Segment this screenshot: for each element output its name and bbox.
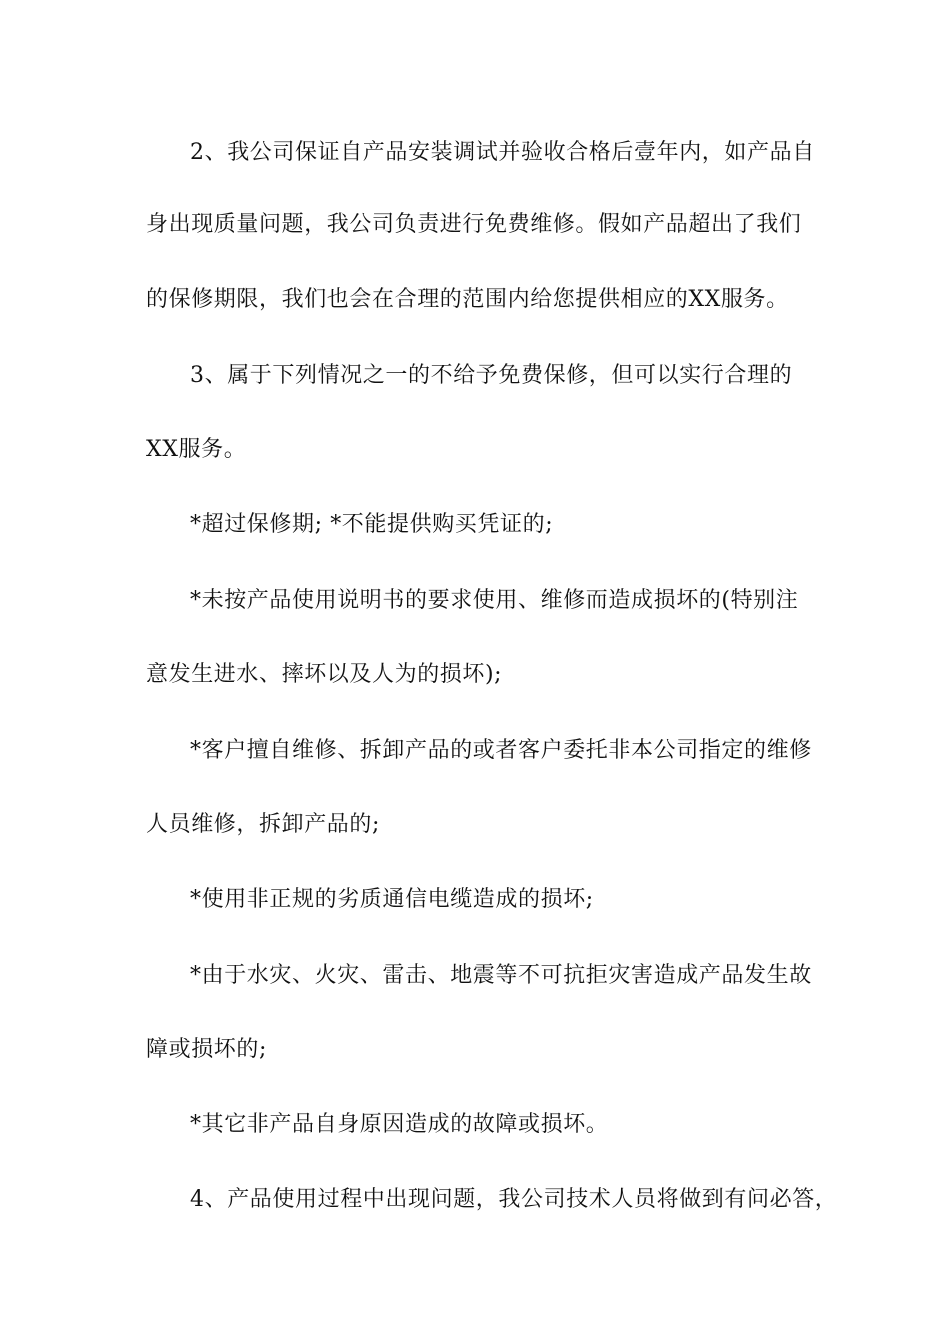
- list-item-disaster-line-2: 障或损坏的;: [146, 1037, 268, 1062]
- list-item-unauthorized-repair-line-2: 人员维修，拆卸产品的;: [146, 812, 381, 837]
- paragraph-2-line-2: 身出现质量问题，我公司负责进行免费维修。假如产品超出了我们: [146, 212, 802, 237]
- list-item-warranty-expired: *超过保修期; *不能提供购买凭证的;: [190, 512, 554, 537]
- list-item-bad-cable: *使用非正规的劣质通信电缆造成的损坏;: [190, 887, 594, 912]
- list-item-misuse-line-2: 意发生进水、摔坏以及人为的损坏);: [146, 662, 503, 687]
- paragraph-3-line-2: XX服务。: [146, 437, 247, 462]
- list-item-misuse-line-1: *未按产品使用说明书的要求使用、维修而造成损坏的(特别注: [190, 588, 799, 613]
- paragraph-4-line-1: 4、产品使用过程中出现问题，我公司技术人员将做到有问必答，: [190, 1187, 838, 1212]
- list-item-unauthorized-repair-line-1: *客户擅自维修、拆卸产品的或者客户委托非本公司指定的维修: [190, 738, 812, 763]
- list-item-other-causes: *其它非产品自身原因造成的故障或损坏。: [190, 1112, 609, 1137]
- paragraph-2-line-1: 2、我公司保证自产品安装调试并验收合格后壹年内，如产品自: [190, 140, 815, 165]
- paragraph-3-line-1: 3、属于下列情况之一的不给予免费保修，但可以实行合理的: [190, 363, 793, 388]
- paragraph-2-line-3: 的保修期限，我们也会在合理的范围内给您提供相应的XX服务。: [146, 287, 789, 312]
- list-item-disaster-line-1: *由于水灾、火灾、雷击、地震等不可抗拒灾害造成产品发生故: [190, 963, 812, 988]
